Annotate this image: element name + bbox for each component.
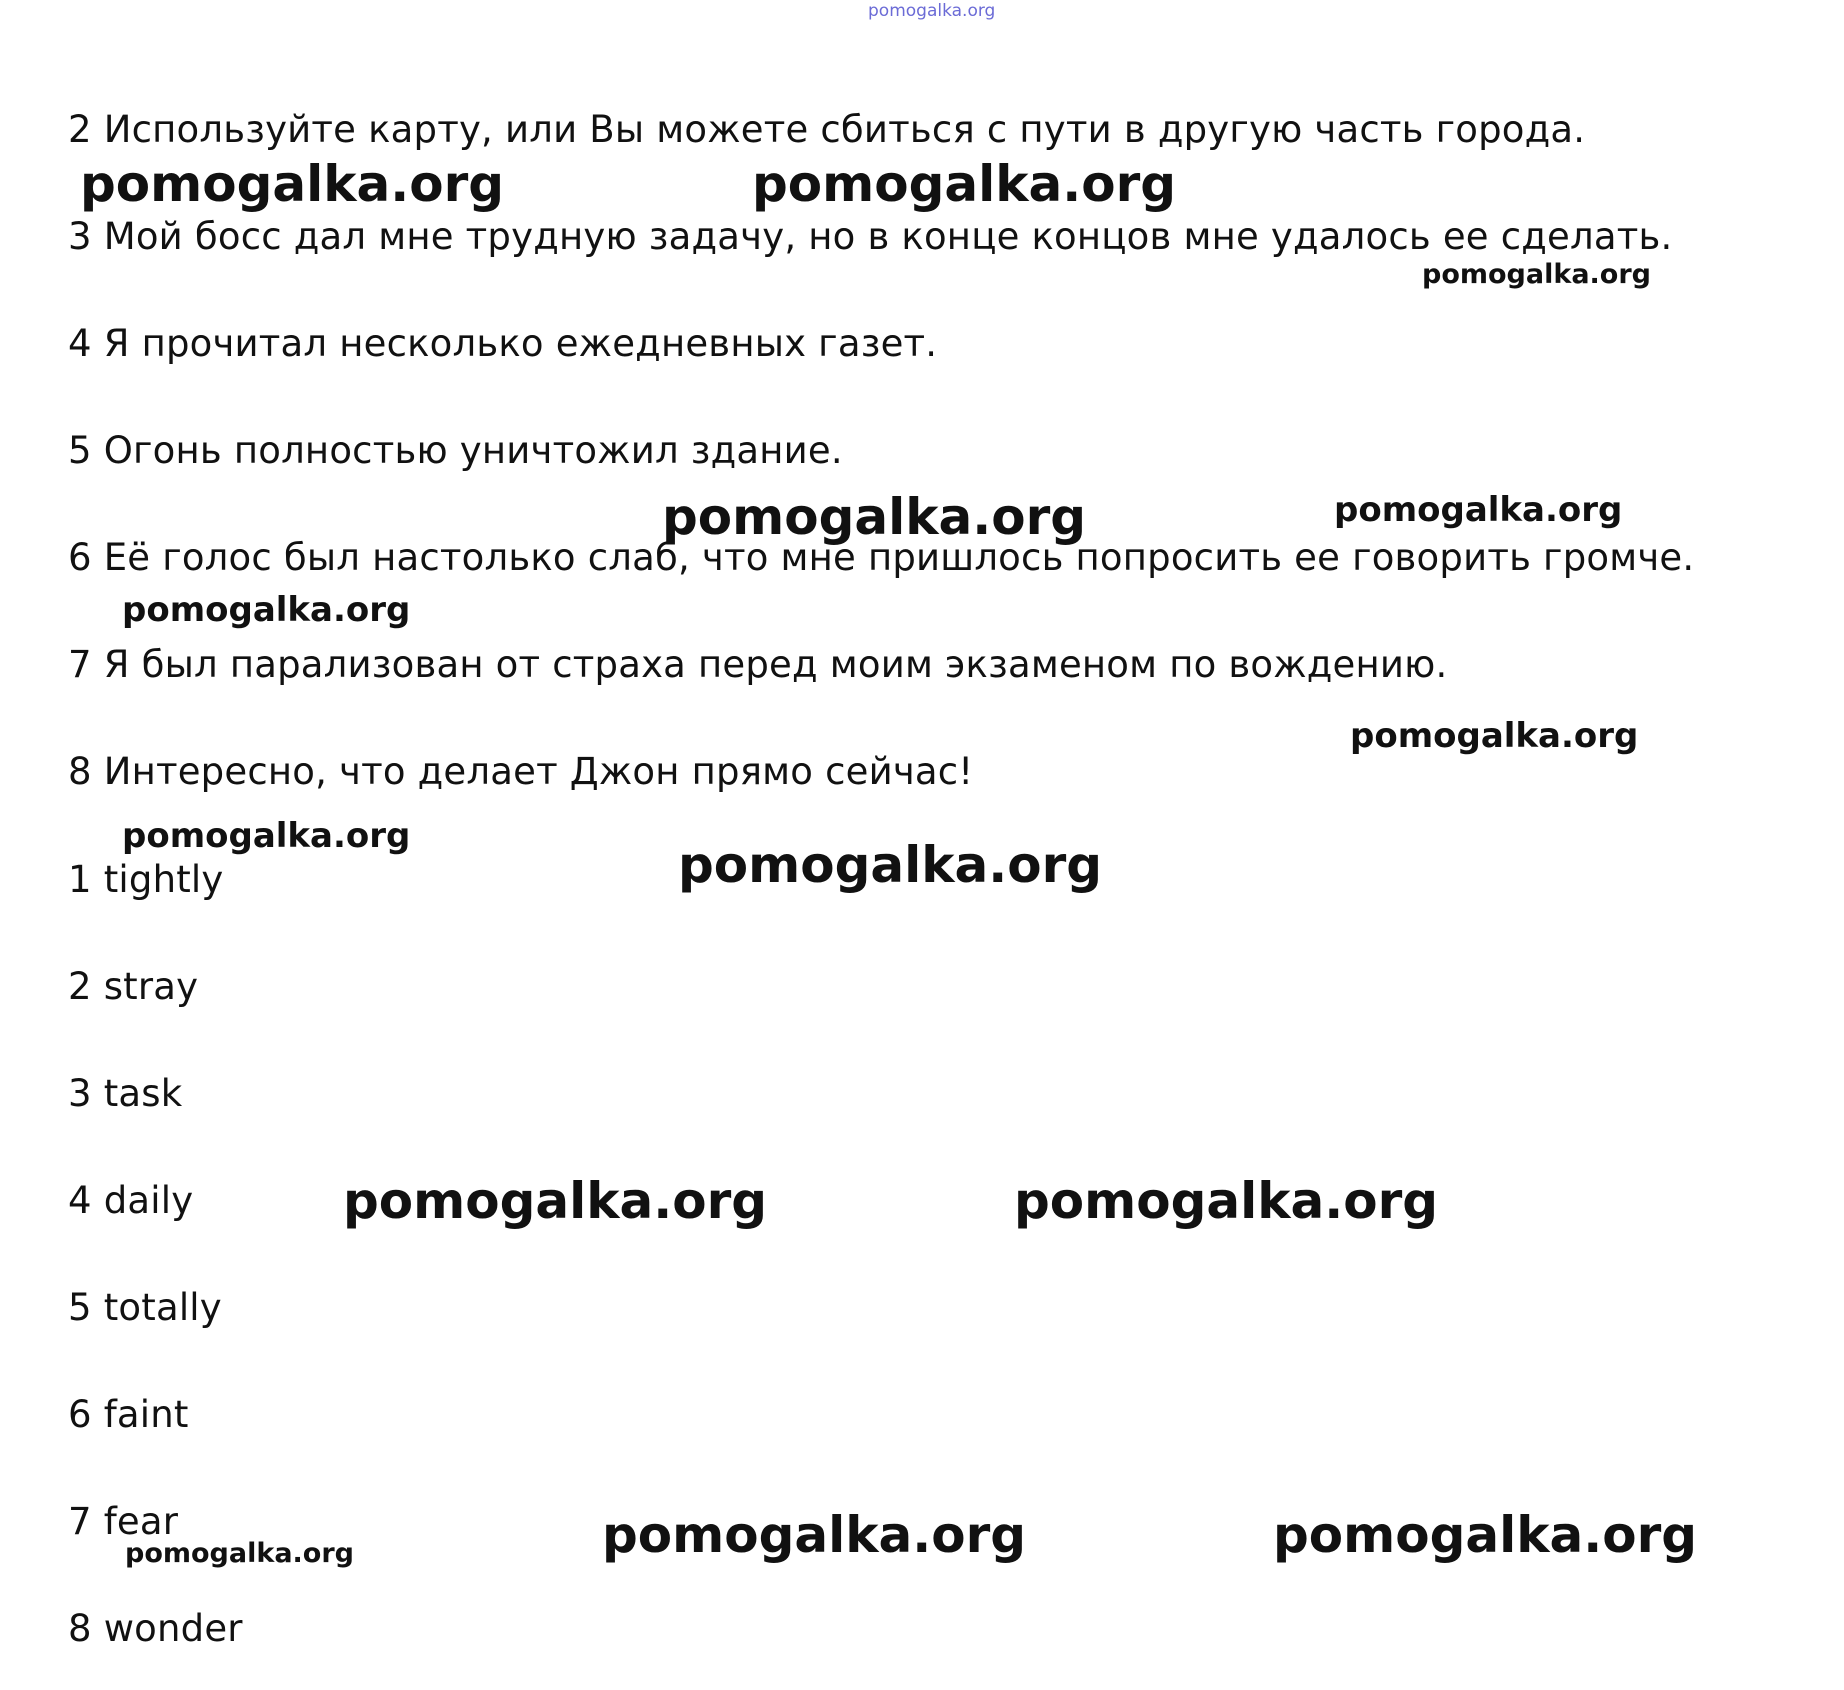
watermark: pomogalka.org (80, 155, 505, 213)
translation-line-2: 2 Используйте карту, или Вы можете сбиться с пути в другую часть города. (68, 108, 1586, 151)
watermark: pomogalka.org (602, 1506, 1027, 1564)
translation-line-3: 3 Мой босс дал мне трудную задачу, но в конце концов мне удалось ее сделать. (68, 215, 1673, 258)
answer-line-8: 8 wonder (68, 1607, 243, 1650)
watermark: pomogalka.org (678, 836, 1103, 894)
translation-line-7: 7 Я был парализован от страха перед моим экзаменом по вождению. (68, 643, 1448, 686)
watermark: pomogalka.org (122, 590, 411, 630)
watermark: pomogalka.org (662, 488, 1087, 546)
translation-line-8: 8 Интересно, что делает Джон прямо сейчас! (68, 750, 974, 793)
header-watermark: pomogalka.org (868, 1, 996, 21)
watermark: pomogalka.org (1334, 490, 1623, 530)
translation-line-4: 4 Я прочитал несколько ежедневных газет. (68, 322, 938, 365)
answer-line-5: 5 totally (68, 1286, 222, 1329)
watermark: pomogalka.org (752, 155, 1177, 213)
watermark: pomogalka.org (1422, 259, 1651, 290)
watermark: pomogalka.org (125, 1538, 354, 1569)
answer-line-4: 4 daily (68, 1179, 194, 1222)
watermark: pomogalka.org (1273, 1506, 1698, 1564)
watermark: pomogalka.org (343, 1172, 768, 1230)
watermark: pomogalka.org (122, 816, 411, 856)
answer-line-2: 2 stray (68, 965, 199, 1008)
answer-line-1: 1 tightly (68, 858, 224, 901)
answer-line-6: 6 faint (68, 1393, 189, 1436)
answer-line-3: 3 task (68, 1072, 183, 1115)
translation-line-5: 5 Огонь полностью уничтожил здание. (68, 429, 843, 472)
watermark: pomogalka.org (1350, 716, 1639, 756)
answer-line-7: 7 fear (68, 1500, 179, 1543)
translation-line-6: 6 Её голос был настолько слаб, что мне пришлось попросить ее говорить громче. (68, 536, 1695, 579)
watermark: pomogalka.org (1014, 1172, 1439, 1230)
